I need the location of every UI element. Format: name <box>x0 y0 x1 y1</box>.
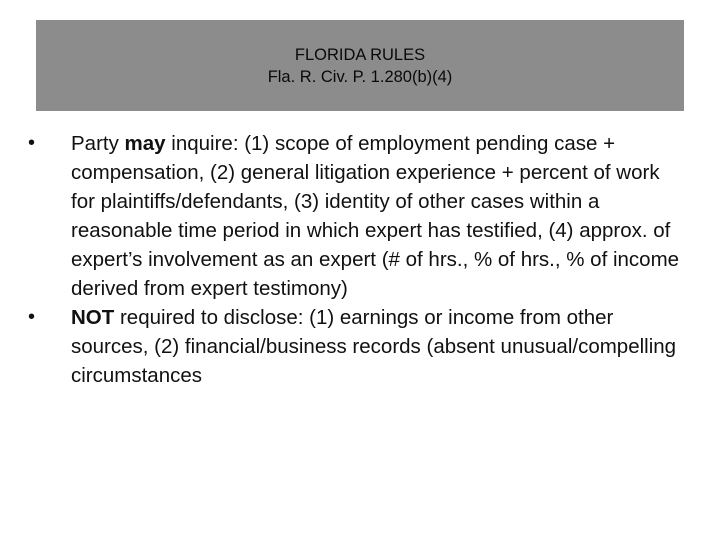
slide-title: FLORIDA RULES <box>294 45 426 64</box>
bullet-emphasis-not: NOT <box>71 306 115 329</box>
bullet-body-text: required to disclose: (1) earnings or income from other sources, (2) financial/business records (absent unusual/compelling circumstances <box>71 306 677 387</box>
slide-subtitle: Fla. R. Civ. P. 1.280(b)(4) <box>267 67 453 86</box>
bullet-item-may-inquire <box>28 129 688 303</box>
title-banner <box>36 20 684 111</box>
bullet-body-text: inquire: (1) scope of employment pending case + compensation, (2) general litigation experience + percent of work for plaintiffs/defendants, (3) identity of other cases within a reasonable time period in which expert has testified, (4) approx. of expert’s involvement as an expert (# of hrs., % of hrs., % of income derived from expert testimony) <box>71 132 680 300</box>
bullet-item-not-required <box>28 303 688 390</box>
bullet-emphasis-may: may <box>124 132 166 155</box>
bullet-point-icon: • <box>28 306 36 328</box>
bullet-point-icon: • <box>28 132 36 154</box>
bullet-lead-text: Party <box>71 132 125 155</box>
bullet-list <box>28 129 688 390</box>
